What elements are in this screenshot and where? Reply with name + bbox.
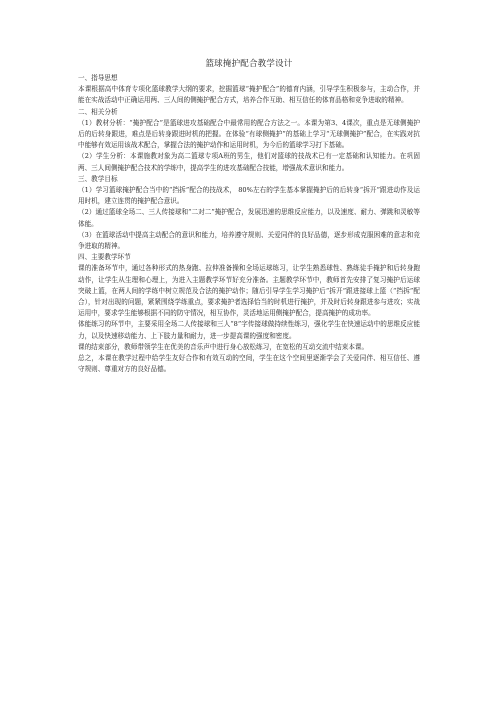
document-title: 篮球掩护配合教学设计 <box>205 59 293 69</box>
paragraph: 课的结束部分，教师带领学生在优美的音乐声中进行身心放松练习，在宽松的互动交流中结束本课。 <box>78 342 369 351</box>
paragraph: 课的准备环节中，通过各种形式的热身跑、拉伸准备操和全场运球练习，让学生熟悉球性、熟练徒手掩护和后转身跑动作，让学生从生理和心理上，为进入主题教学环节好充分准备。主题教学环节中，教师首先安排了复习掩护后运球突破上篮，在两人间的学练中树立规范及合法的掩护动作；随后引导学生学习掩护后“拆开”跟进接球上篮（“挡拆”配合），针对出现的问题，紧紧围绕学练重点，要求掩护者选择恰当的时机进行掩护，并及时后转身跟进参与进攻；实战运用中，要求学生能够根据不同的防守情况，相互协作，灵活地运用侧掩护配合，提高掩护的成功率。 <box>78 264 420 318</box>
paragraph: （1）教材分析：“掩护配合”是篮球进攻基础配合中最常用的配合方法之一。本课为第3、4课次，重点是无球侧掩护后的后转身跟进，难点是后转身跟进时机的把握。在体验“有球侧掩护”的基础上学习“无球侧掩护”配合，在实践对抗中能够有效运用该战术配合，掌握合法的掩护动作和运用时机，为今后的篮球学习打下基础。 <box>78 118 420 150</box>
section-heading: 四、主要教学环节 <box>78 253 131 262</box>
section-heading: 一、指导思想 <box>78 74 118 82</box>
paragraph: 总之，本课在教学过程中给学生友好合作和有效互动的空间，学生在这个空间里逐渐学会了关爱同伴、相互信任、遵守规则、尊重对方的良好品德。 <box>78 354 420 374</box>
section-related-analysis <box>78 107 420 174</box>
paragraph: （3）在篮球活动中提高主动配合的意识和能力，培养遵守规则、关爱同伴的良好品德，逐步形成克服困难的意志和竞争进取的精神。 <box>78 230 420 251</box>
paragraph: （2）通过篮球全场二、三人传接球和“二对二”掩护配合，发展迅速的思维反应能力，以及速度、耐力、弹跳和灵敏等体能。 <box>78 208 420 228</box>
section-teaching-goals <box>78 174 420 252</box>
paragraph: （1）学习篮球掩护配合当中的“挡拆”配合的技战术， 80%左右的学生基本掌握掩护后的后转身“拆开”跟进动作及运用时机，建立连贯的掩护配合意识。 <box>78 186 420 206</box>
section-guiding-ideology <box>78 73 420 107</box>
paragraph: 体能练习的环节中，主要采用全场二人传接球和三人“8”字传接球做持续性练习，强化学生在快速运动中的思维反应能力，以及快速移动能力、上下肢力量和耐力，进一步提高课的强度和密度。 <box>78 320 420 340</box>
paragraph: 本课根据高中体育专项化篮球教学大纲的要求，挖掘篮球“掩护配合”的德育内涵，引导学生积极参与，主动合作，并能在实战活动中正确运用两、三人间的侧掩护配合方式，培养合作互助、相互信任的体育品格和竞争进取的精神。 <box>78 85 420 105</box>
paragraph: （2）学生分析：本课施教对象为高二篮球专项A班的男生，他们对篮球的技战术已有一定基础和认知能力。在巩固两、三人间侧掩护配合技术的学练中，提高学生的进攻基础配合技能，增强战术意识和能力。 <box>78 152 420 172</box>
document-page <box>78 58 420 375</box>
section-main-teaching-steps <box>78 252 420 375</box>
section-heading: 三、教学目标 <box>78 174 118 183</box>
section-heading: 二、相关分析 <box>78 107 118 116</box>
